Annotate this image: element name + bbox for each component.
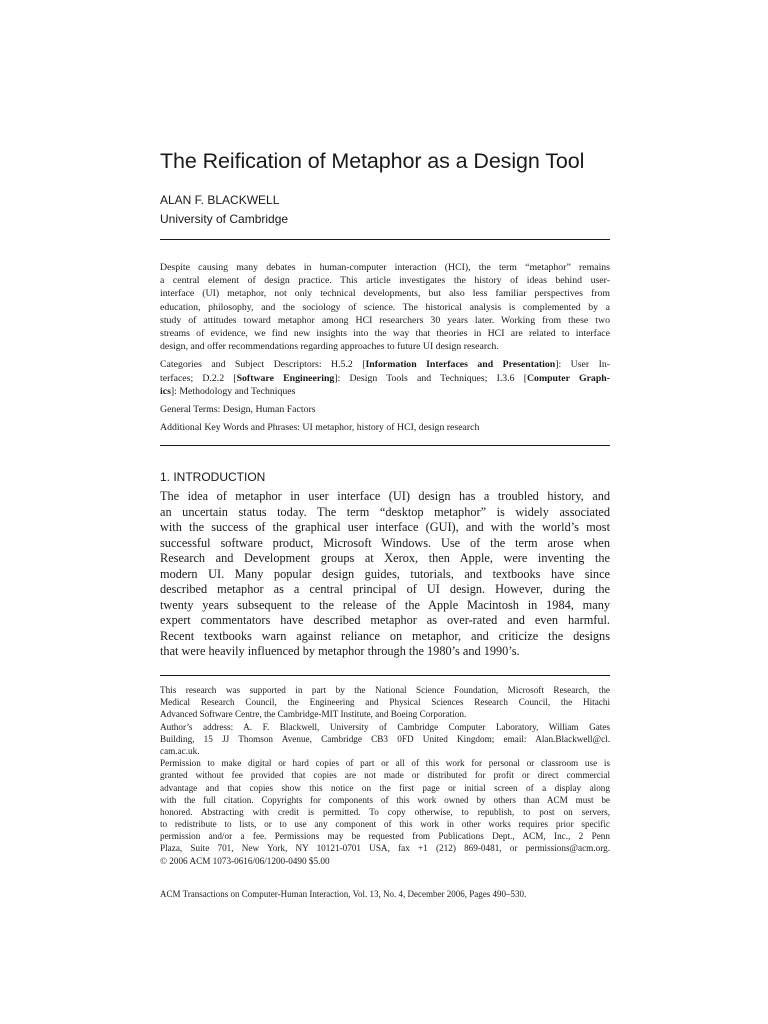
body-line: Research and Development groups at Xerox, then Apple, were inventing the	[160, 551, 610, 565]
categories-bold: ics	[160, 385, 171, 397]
abstract-text	[160, 261, 610, 353]
journal-citation: ACM Transactions on Computer-Human Interaction, Vol. 13, No. 4, December 2006, Pages 490–530.	[160, 889, 527, 899]
body-line: that were heavily influenced by metaphor through the 1980’s and 1990’s.	[160, 644, 520, 658]
footnote-line: Plaza, Suite 701, New York, NY 10121-0701 USA, fax +1 (212) 869-0481, or permissions@acm.org.	[160, 843, 610, 854]
footnote-line: Author’s address: A. F. Blackwell, University of Cambridge Computer Laboratory, William Gates	[160, 721, 610, 732]
body-line: modern UI. Many popular design guides, tutorials, and textbooks have since	[160, 566, 610, 581]
categories-text: ]: User In-	[555, 359, 610, 371]
categories-bold: Computer Graph-	[526, 372, 610, 384]
footnote-line: granted without fee provided that copies are not made or distributed for profit or direct commercial	[160, 770, 610, 781]
categories-line	[160, 385, 610, 398]
categories-text: terfaces; D.2.2 [	[160, 372, 237, 384]
categories-text: Categories and Subject Descriptors: H.5.2 [	[160, 359, 366, 371]
body-line: with the success of the graphical user interface (GUI), and with the world’s most	[160, 520, 610, 534]
abstract-line: Despite causing many debates in human-computer interaction (HCI), the term “metaphor” remains	[160, 262, 610, 273]
footnote-line: Permission to make digital or hard copies of part or all of this work for personal or classroom use is	[160, 758, 610, 769]
introduction-paragraph	[160, 489, 610, 660]
abstract-line: streams of evidence, we find new insights into the way that theories in HCI are related to interface	[160, 327, 610, 339]
footnote-line: advantage and that copies show this notice on the first page or initial screen of a display along	[160, 782, 610, 793]
abstract-line: interface (UI) metaphor, not only technical developments, but also less familiar perspectives from	[160, 288, 610, 300]
keywords-line: Additional Key Words and Phrases: UI metaphor, history of HCI, design research	[160, 422, 480, 434]
categories-descriptors	[160, 358, 610, 398]
abstract-line: study of attitudes toward metaphor among HCI researchers 30 years later. Working from these two	[160, 314, 610, 326]
categories-text: ]: Methodology and Techniques	[170, 385, 296, 397]
keywords	[160, 421, 610, 434]
abstract-line: a central element of design practice. This article investigates the history of ideas behind user-	[160, 275, 610, 287]
author-affiliation: University of Cambridge	[160, 212, 289, 226]
footnote-line: This research was supported in part by the National Science Foundation, Microsoft Research, the	[160, 685, 610, 695]
abstract-line: design, and offer recommendations regarding approaches to future UI design research.	[160, 341, 499, 353]
footnote-rule	[160, 675, 610, 676]
general-terms-line: General Terms: Design, Human Factors	[160, 403, 316, 415]
footnote-line: © 2006 ACM 1073-0616/06/1200-0490 $5.00	[160, 855, 330, 866]
abstract-block	[160, 261, 610, 439]
author-name: ALAN F. BLACKWELL	[160, 193, 280, 207]
footnote-line: Medical Research Council, the Engineering and Physical Sciences Research Council, the Hitachi	[160, 697, 610, 708]
categories-bold: Software Engineering	[236, 372, 335, 384]
categories-line	[160, 358, 610, 371]
body-line: an uncertain status today. The term “desktop metaphor” is widely associated	[160, 504, 610, 519]
body-line: described metaphor as a central principal of UI design. However, during the	[160, 582, 610, 596]
categories-line	[160, 372, 610, 385]
footnote-line: with the full citation. Copyrights for components of this work owned by others than ACM must be	[160, 794, 610, 805]
abstract-rule	[160, 445, 610, 446]
general-terms	[160, 403, 610, 416]
footnote-line: Advanced Software Centre, the Cambridge-MIT Institute, and Boeing Corporation.	[160, 709, 467, 720]
footnotes-block	[160, 684, 610, 867]
section-heading: 1. INTRODUCTION	[160, 470, 266, 484]
footnote-line: Building, 15 JJ Thomson Avenue, Cambridge CB3 0FD United Kingdom; email: Alan.Blackwell@cl.	[160, 733, 610, 744]
body-line: Recent textbooks warn against reliance on metaphor, and criticize the designs	[160, 628, 610, 643]
abstract-line: education, philosophy, and the sociology of science. The historical analysis is complemented by a	[160, 301, 610, 313]
paper-title: The Reification of Metaphor as a Design Tool	[160, 149, 585, 173]
categories-bold: Information Interfaces and Presentation	[365, 359, 556, 371]
header-rule	[160, 239, 610, 240]
body-line: twenty years subsequent to the release of the Apple Macintosh in 1984, many	[160, 597, 610, 612]
footnote-line: cam.ac.uk.	[160, 745, 200, 756]
body-line: successful software product, Microsoft Windows. Use of the term arose when	[160, 535, 610, 550]
footnote-line: to redistribute to lists, or to use any component of this work in other works requires prior specific	[160, 819, 610, 830]
footnote-line: honored. Abstracting with credit is permitted. To copy otherwise, to republish, to post on servers,	[160, 806, 610, 817]
footnote-line: permission and/or a fee. Permissions may be requested from Publications Dept., ACM, Inc., 2 Penn	[160, 831, 610, 842]
body-line: expert commentators have described metaphor as over-rated and even harmful.	[160, 613, 610, 627]
categories-text: ]: Design Tools and Techniques; I.3.6 [	[334, 372, 527, 384]
body-line: The idea of metaphor in user interface (UI) design has a troubled history, and	[160, 489, 610, 503]
